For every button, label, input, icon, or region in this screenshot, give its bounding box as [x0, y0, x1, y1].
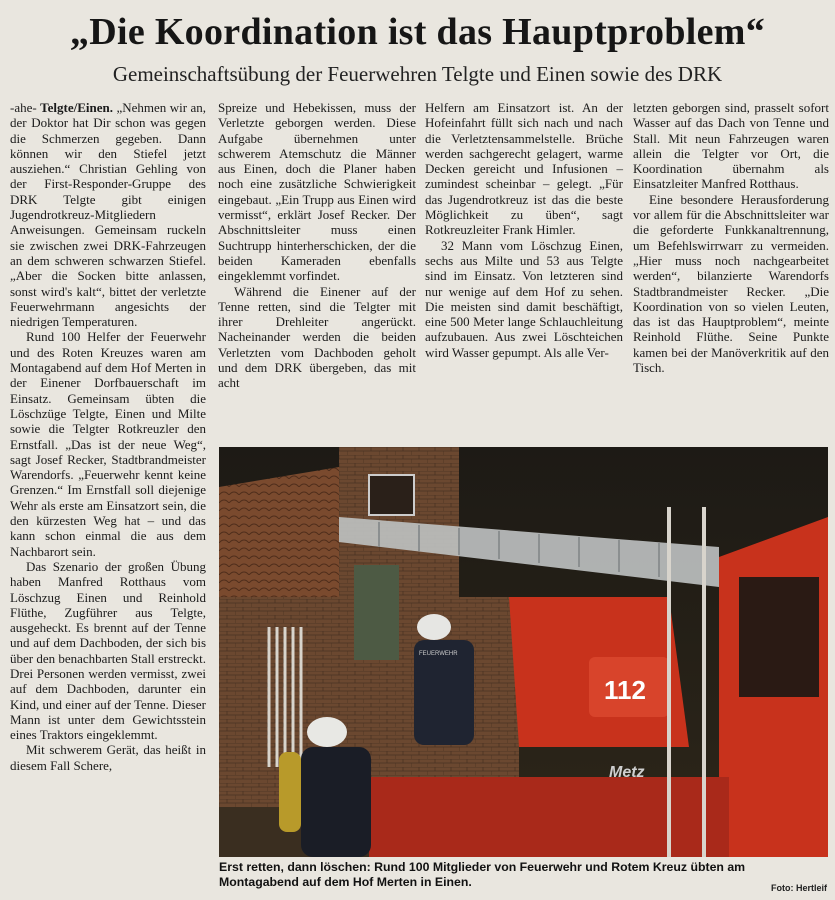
truck-brand: Metz — [609, 764, 645, 781]
truck-number: 112 — [604, 675, 646, 705]
article-column-2 — [218, 100, 416, 440]
article-paragraph: Während die Einener auf der Tenne retten, sind die Telgter mit ihrer Drehleiter angerückt. Nacheinander werden die beiden Verletzten vom Dachboden geholt und dem DRK übergeben, das mit acht — [218, 283, 416, 391]
subheadline: Gemeinschaftsübung der Feuerwehren Telgte und Einen sowie des DRK — [112, 62, 723, 86]
article-paragraph: 32 Mann vom Löschzug Einen, sechs aus Milte und 53 aus Telgte sind im Einsatz. Von letzteren sind nur wenige auf dem Hof zu sehen. Die meisten sind damit beschäftigt, eine 500 Meter lange Schlauchleitung aufzubauen. Aus zwei Löschteichen wird Wasser gepumpt. Als alle Ver- — [425, 237, 623, 360]
photo-credit: Foto: Hertleif — [771, 883, 827, 893]
paragraph-text: „Nehmen wir an, der Doktor hat Dir schon was gegen die Schmerzen gegeben. Dann können wir den Stiefel jetzt ausziehen.“ Christian Gehling von der First-Responder-Gruppe des DRK Telgte gibt einigen Jugendrotkreuz-Mitgliedern Anweisungen. Gemeinsam ruckeln sie zwischen zwei DRK-Fahrzeugen an dem schweren schwarzen Stiefel. „Aber die Socken bitte anlassen, sonst wird's kalt“, bittet der verletzte Feuerwehrmann angesichts der niedrigen Temperaturen. — [10, 100, 207, 330]
gable-window — [369, 475, 414, 515]
byline: -ahe- — [10, 100, 37, 115]
article-column-1 — [10, 100, 206, 890]
article-paragraph — [10, 100, 206, 329]
truck-base — [369, 777, 729, 857]
article-paragraph: Rund 100 Helfer der Feuerwehr und des Roten Kreuzes waren am Montagabend auf dem Hof Merten in der Einener Dorfbauerschaft im Einsatz. Gemeinsam übten die Löschzüge Telgte, Einen und Milte sowie die Telgter Rotkreuzler den Ernstfall. „Das ist der neue Weg“, sagt Josef Recker, Stadtbrandmeister Warendorfs. „Feuerwehr kennt keine Grenzen.“ Im Ernstfall soll diejenige Wehr als erste am Einsatzort sein, die den kürzesten Weg hat – und das kann schon einmal die aus dem Nachbarort sein. — [10, 329, 206, 559]
article-paragraph: Mit schwerem Gerät, das heißt in diesem Fall Schere, — [10, 742, 206, 773]
cab-window — [739, 577, 819, 697]
dateline: Telgte/Einen. — [40, 100, 113, 115]
article-paragraph: Das Szenario der großen Übung haben Manfred Rotthaus vom Löschzug Einen und Reinhold Flüthe, Zugführer aus Telgte, ausgeheckt. Es brennt auf der Tenne und auf dem Dachboden, der sich bis über den benachbarten Stall erstreckt. Drei Personen werden vermisst, zwei auf dem Dachboden, darunter ein Kind, und einer auf der Tenne. Dieser Mann ist unter dem Gewichtsstein eines Traktors eingeklemmt. — [10, 558, 206, 743]
article-column-3 — [425, 100, 623, 440]
photo-illustration — [219, 447, 828, 857]
green-door — [354, 565, 399, 660]
article-paragraph: letzten geborgen sind, prasselt sofort Wasser auf das Dach von Tenne und Stall. Mit neun Fahrzeugen waren allein die Telgter vor Ort, die Koordination übernahm als Einsatzleiter Manfred Rotthaus. — [633, 100, 829, 192]
rescuer-label: FEUERWEHR — [419, 651, 458, 657]
article-paragraph: Helfern am Einsatzort ist. An der Hofeinfahrt füllt sich nach und nach die Verletztensammelstelle. Brüche werden sachgerecht gelagert, warme Decken gereicht und Infusionen – zumindest scheinbar – gelegt. „Für das Jugendrotkreuz ist das die beste Möglichkeit zu üben“, sagt Rotkreuzleiter Frank Himler. — [425, 100, 623, 238]
article-paragraph: Spreize und Hebekissen, muss der Verletzte geborgen werden. Diese Aufgabe übernehmen unter schwerem Atemschutz die Männer aus Einen, doch die Planer haben noch eine zusätzliche Schwierigkeit eingebaut. „Ein Trupp aus Einen wird vermisst“, erklärt Josef Recker. Der Abschnittsleiter muss einen Suchtrupp hinterherschicken, der die beiden Kameraden ebenfalls eingeklemmt vorfindet. — [218, 100, 416, 284]
article-column-4 — [633, 100, 829, 440]
headline: „Die Koordination ist das Hauptproblem“ — [69, 11, 766, 53]
news-photo — [219, 447, 828, 857]
article-paragraph: Eine besondere Herausforderung vor allem für die Abschnittsleiter war die geforderte Funkkanaltrennung, um Befehlswirrwarr zu vermeiden. „Hier muss noch nachgearbeitet werden“, bilanzierte Warendorfs Stadtbrandmeister Recker. „Die Koordination von so vielen Leuten, das ist das Hauptproblem“, meinte Reinhold Flüthe. Seine Punkte kamen bei der Manöverkritik auf den Tisch. — [633, 191, 829, 376]
photo-caption: Erst retten, dann löschen: Rund 100 Mitglieder von Feuerwehr und Rotem Kreuz übten am Montagabend auf dem Hof Merten in Einen. — [219, 860, 746, 889]
